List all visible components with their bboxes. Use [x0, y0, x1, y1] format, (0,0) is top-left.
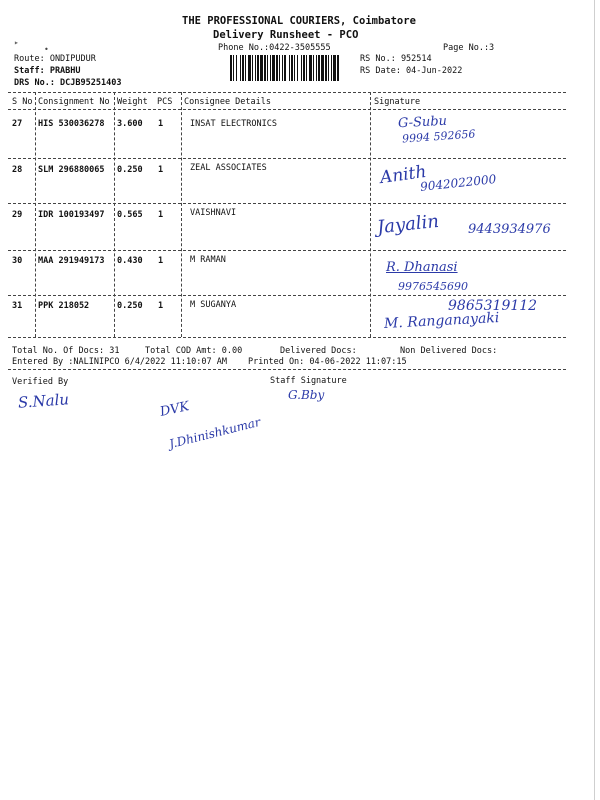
handwritten-signature: Jayalin	[376, 210, 440, 239]
row-weight: 0.430	[117, 256, 143, 266]
row-weight: 0.250	[117, 165, 143, 175]
barcode-bar	[321, 55, 324, 81]
col-separator	[114, 92, 115, 337]
col-separator	[35, 92, 36, 337]
barcode-bar	[328, 55, 329, 81]
total-docs: Total No. Of Docs: 31	[12, 346, 120, 356]
footer-rule	[8, 369, 566, 370]
total-cod: Total COD Amt: 0.00	[145, 346, 243, 356]
row-consignee: INSAT ELECTRONICS	[190, 119, 277, 129]
handwritten-phone: 9042022000	[419, 172, 497, 194]
row-consignee: M RAMAN	[190, 255, 226, 265]
barcode-bar	[230, 55, 232, 81]
row-weight: 3.600	[117, 119, 143, 129]
col-separator	[181, 92, 182, 337]
barcode-bar	[276, 55, 278, 81]
col-consignee-header: Consignee Details	[184, 97, 271, 107]
barcode-bar	[282, 55, 283, 81]
route: Route: ONDIPUDUR	[14, 54, 96, 64]
printed-on: Printed On: 04-06-2022 11:07:15	[248, 357, 407, 367]
handwritten-signature: G-Subu	[397, 113, 448, 132]
barcode-bar	[289, 55, 290, 81]
barcode-bar	[337, 55, 339, 81]
barcode-bar	[297, 55, 298, 81]
handwritten-phone: 9865319112	[448, 298, 538, 314]
barcode-bar	[260, 55, 263, 81]
table-header-rule	[8, 109, 566, 110]
verified-signature: S.Nalu	[17, 390, 70, 412]
row-rule	[8, 295, 566, 296]
extra-signature: J.Dhinishkumar	[167, 414, 262, 452]
row-weight: 0.250	[117, 301, 143, 311]
row-sno: 31	[12, 301, 23, 311]
col-sno-header: S No	[12, 97, 33, 107]
rs-number: RS No.: 952514	[360, 54, 432, 64]
row-consignment: PPK 218052	[38, 301, 90, 311]
row-rule	[8, 250, 566, 251]
barcode-bar	[301, 55, 302, 81]
row-consignee: M SUGANYA	[190, 300, 237, 310]
row-rule	[8, 158, 566, 159]
barcode-bar	[242, 55, 244, 81]
barcode-bar	[318, 55, 320, 81]
row-pcs: 1	[158, 301, 164, 311]
handwritten-signature: M. Ranganayaki	[383, 309, 500, 333]
barcode-bar	[245, 55, 246, 81]
col-separator	[370, 92, 371, 337]
row-consignment: HIS 530036278	[38, 119, 105, 129]
barcode-bar	[309, 55, 312, 81]
row-sno: 27	[12, 119, 23, 129]
document-title: Delivery Runsheet - PCO	[213, 29, 359, 41]
handwritten-phone: 9976545690	[398, 280, 468, 293]
company-title: THE PROFESSIONAL COURIERS, Coimbatore	[182, 15, 416, 27]
barcode-bar	[272, 55, 275, 81]
row-pcs: 1	[158, 119, 164, 129]
barcode-bar	[284, 55, 286, 81]
row-consignment: SLM 296880065	[38, 165, 105, 175]
barcode-bar	[248, 55, 251, 81]
barcode-bar	[267, 55, 268, 81]
rs-date: RS Date: 04-Jun-2022	[360, 66, 463, 76]
barcode-bar	[257, 55, 259, 81]
row-consignment: MAA 291949173	[38, 256, 105, 266]
row-consignee: ZEAL ASSOCIATES	[190, 163, 267, 173]
drs-number: DRS No.: DCJB95251403	[14, 78, 122, 88]
verified-by-label: Verified By	[12, 377, 69, 387]
row-sno: 29	[12, 210, 23, 220]
barcode-bar	[306, 55, 307, 81]
table-top-rule	[8, 92, 566, 93]
barcode-bar	[316, 55, 317, 81]
phone-number: Phone No.:0422-3505555	[218, 43, 331, 53]
row-pcs: 1	[158, 256, 164, 266]
barcode-bar	[331, 55, 332, 81]
non-delivered-docs: Non Delivered Docs:	[400, 346, 498, 356]
extra-initials: DVK	[158, 399, 191, 420]
table-bottom-rule	[8, 337, 566, 338]
barcode-bar	[291, 55, 293, 81]
page-edge	[594, 0, 595, 800]
row-consignment: IDR 100193497	[38, 210, 105, 220]
barcode-bar	[333, 55, 336, 81]
barcode-bar	[270, 55, 271, 81]
col-signature-header: Signature	[374, 97, 421, 107]
barcode-bar	[252, 55, 253, 81]
staff-name: Staff: PRABHU	[14, 66, 81, 76]
scan-mark-icon: ▸	[14, 38, 19, 47]
row-pcs: 1	[158, 210, 164, 220]
entered-by: Entered By :NALINIPCO 6/4/2022 11:10:07 AM	[12, 357, 227, 367]
row-sno: 30	[12, 256, 23, 266]
row-weight: 0.565	[117, 210, 143, 220]
row-consignee: VAISHNAVI	[190, 208, 237, 218]
barcode-bar	[255, 55, 256, 81]
staff-signature-label: Staff Signature	[270, 376, 347, 386]
col-weight-header: Weight	[117, 97, 148, 107]
barcode-bar	[233, 55, 234, 81]
row-sno: 28	[12, 165, 23, 175]
delivered-docs: Delivered Docs:	[280, 346, 357, 356]
row-rule	[8, 203, 566, 204]
barcode-icon	[230, 55, 340, 81]
barcode-bar	[236, 55, 237, 81]
page-number: Page No.:3	[443, 43, 495, 53]
barcode-bar	[325, 55, 327, 81]
staff-signature: G.Bby	[288, 388, 325, 402]
scan-dot-icon: •	[44, 45, 49, 54]
handwritten-signature: Anith	[378, 161, 428, 189]
barcode-bar	[279, 55, 280, 81]
barcode-bar	[294, 55, 295, 81]
handwritten-signature: R. Dhanasi	[386, 260, 458, 275]
barcode-bar	[303, 55, 305, 81]
col-pcs-header: PCS	[157, 97, 173, 107]
barcode-bar	[264, 55, 266, 81]
barcode-bar	[313, 55, 314, 81]
barcode-bar	[240, 55, 241, 81]
col-consignment-header: Consignment No	[38, 97, 110, 107]
row-pcs: 1	[158, 165, 164, 175]
handwritten-phone: 9994 592656	[401, 127, 476, 146]
handwritten-phone: 9443934976	[468, 222, 551, 237]
